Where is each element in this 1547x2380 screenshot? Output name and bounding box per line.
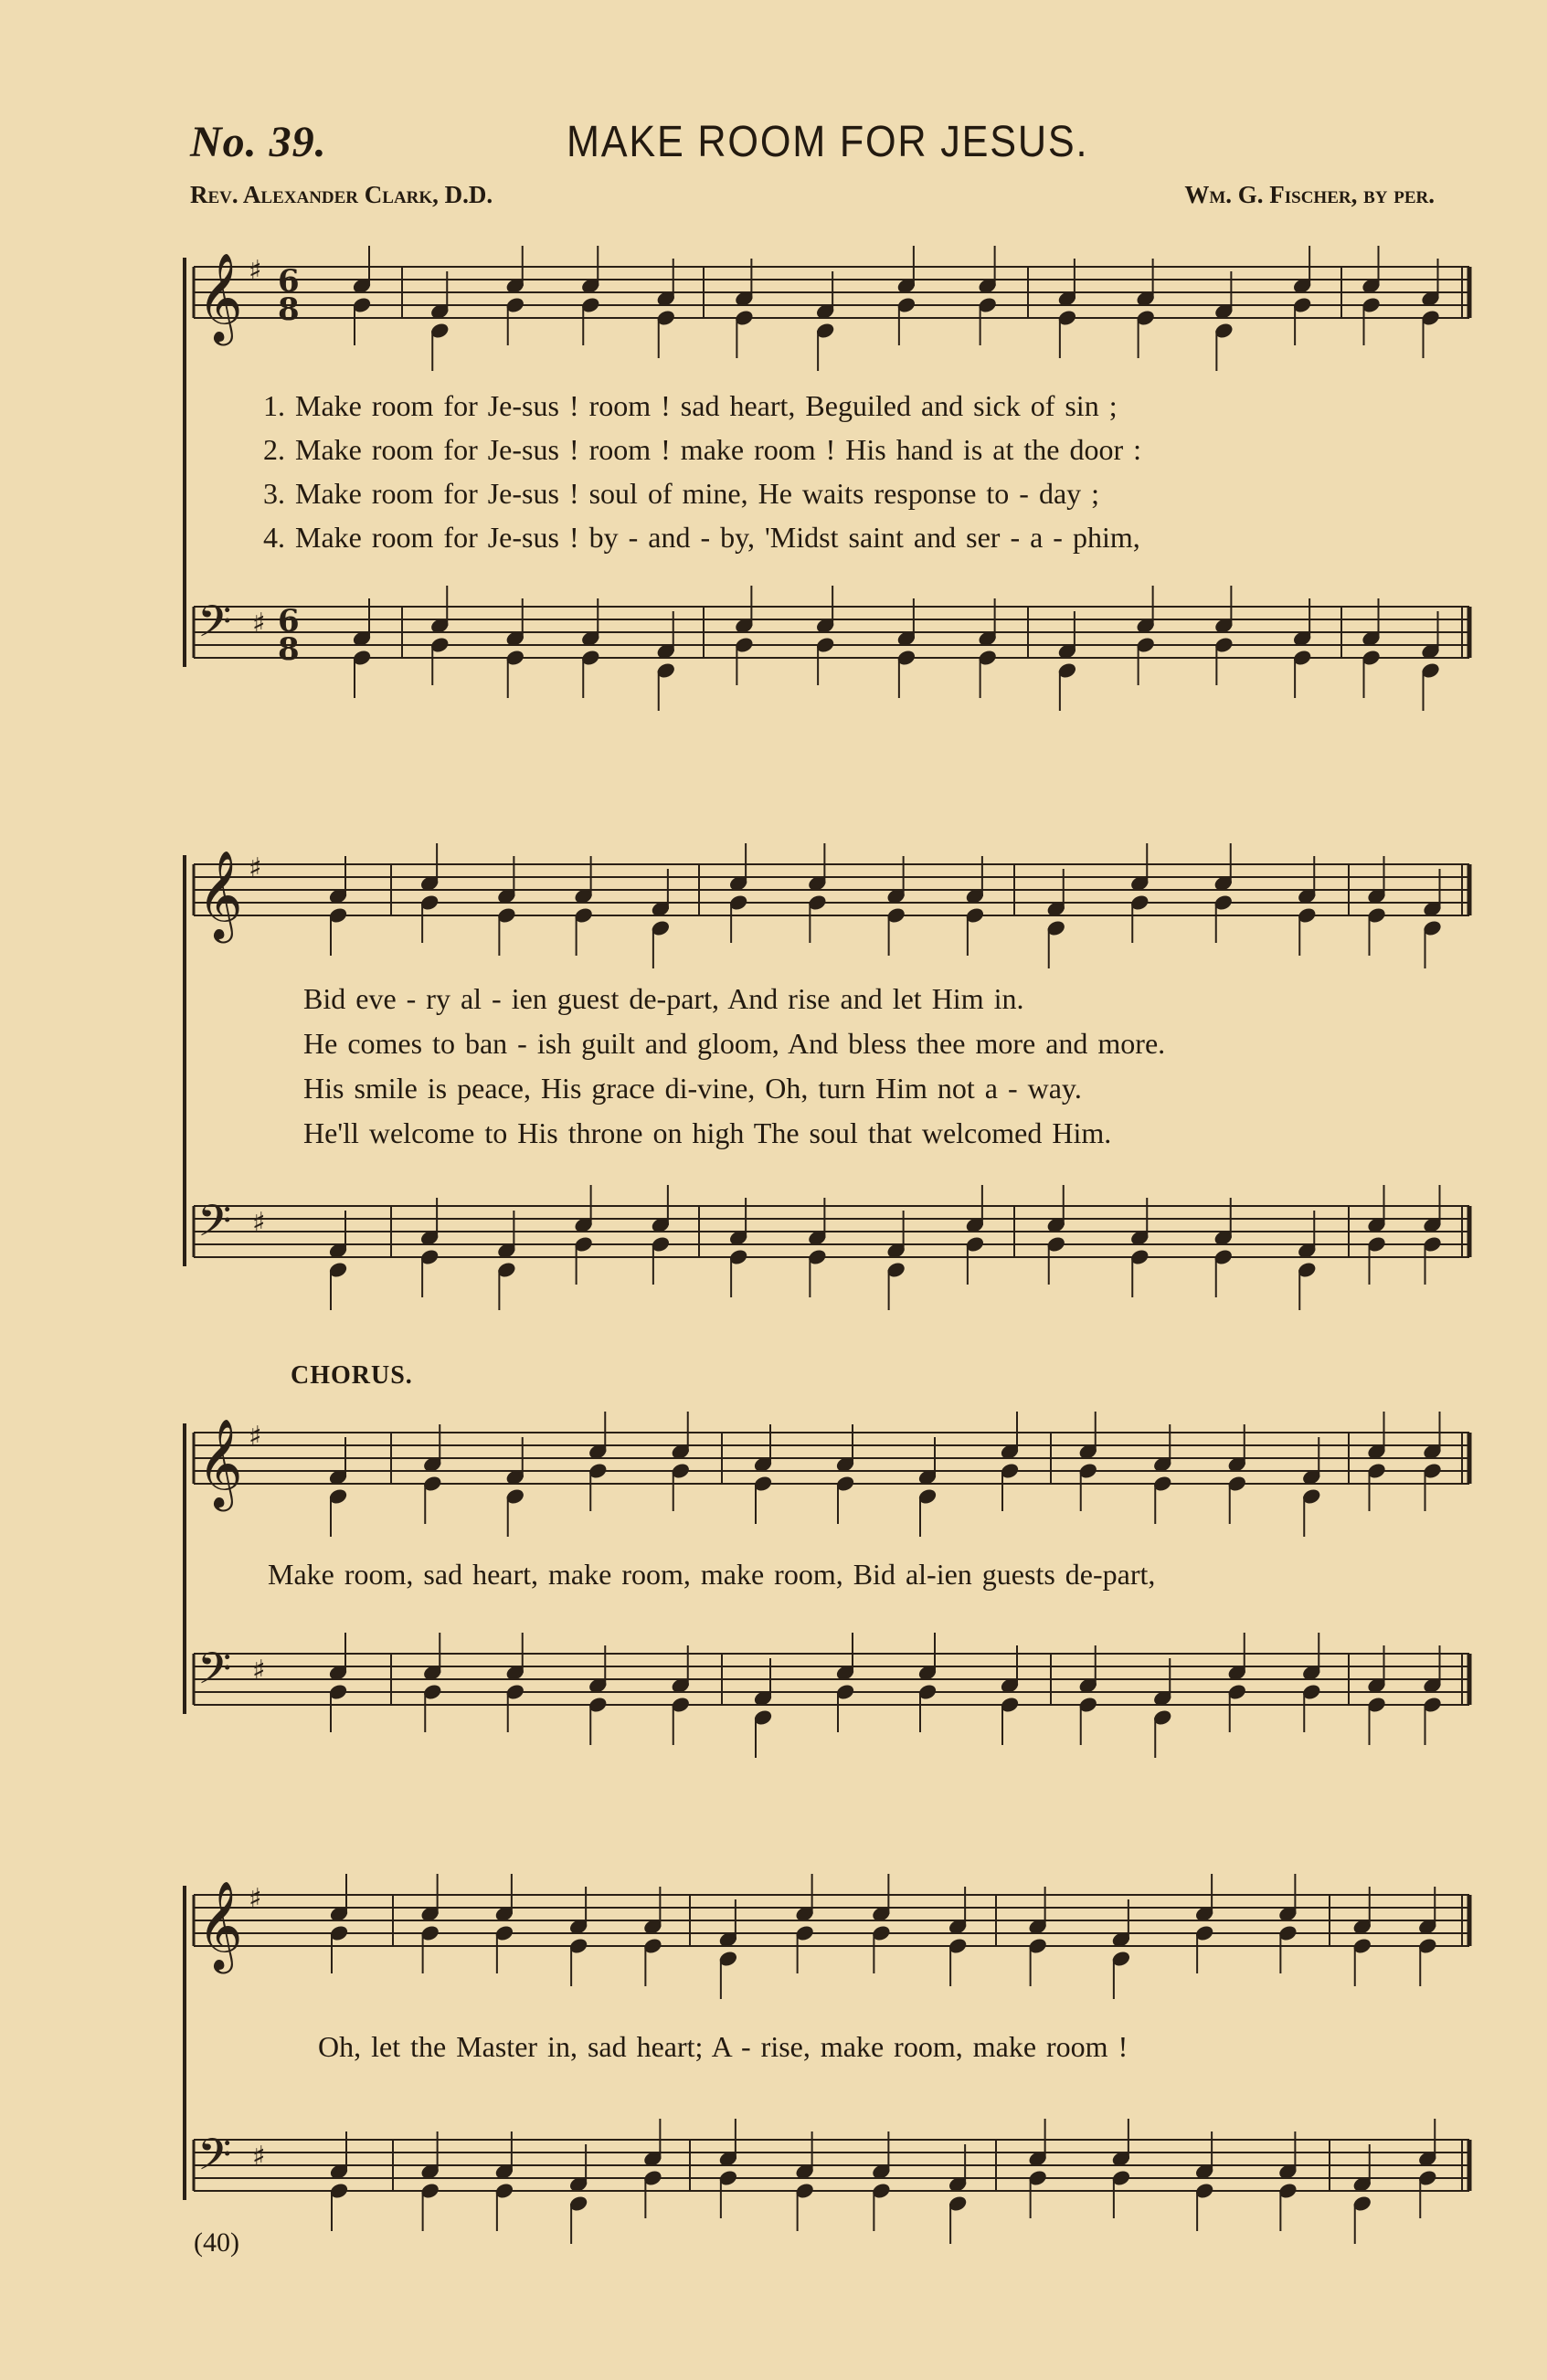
key-signature-sharp: ♯ xyxy=(249,852,262,884)
composer-credit: Wm. G. Fischer, by per. xyxy=(1184,181,1435,208)
key-signature-sharp: ♯ xyxy=(252,1207,266,1239)
bass-clef: 𝄢 xyxy=(197,1195,232,1257)
chorus-label: CHORUS. xyxy=(291,1361,413,1390)
verse-2-line-1: 2. Make room for Je-sus ! room ! make room ! His hand is at the door : xyxy=(263,433,1142,466)
verse-1-line-2: Bid eve - ry al - ien guest de-part, And rise and let Him in. xyxy=(303,982,1024,1015)
hymn-number: No. 39. xyxy=(190,118,327,166)
chorus-line-1: Make room, sad heart, make room, make room, Bid al-ien guests de-part, xyxy=(268,1558,1156,1591)
treble-clef: 𝄞 xyxy=(197,252,243,342)
treble-clef: 𝄞 xyxy=(197,1880,243,1970)
time-signature-top: 6 xyxy=(278,603,300,640)
time-signature-bottom: 8 xyxy=(278,291,300,328)
verse-4-line-2: He'll welcome to His throne on high The soul that welcomed Him. xyxy=(303,1116,1112,1149)
treble-clef: 𝄞 xyxy=(197,1418,243,1507)
time-signature-bottom: 8 xyxy=(278,631,300,668)
treble-clef: 𝄞 xyxy=(197,850,243,939)
verse-3-line-1: 3. Make room for Je-sus ! soul of mine, He waits response to - day ; xyxy=(263,477,1100,510)
key-signature-sharp: ♯ xyxy=(252,608,266,640)
bass-clef: 𝄢 xyxy=(197,1643,232,1705)
verse-3-line-2: His smile is peace, His grace di-vine, Oh, turn Him not a - way. xyxy=(303,1072,1082,1105)
verse-2-line-2: He comes to ban - ish guilt and gloom, And bless thee more and more. xyxy=(303,1027,1166,1060)
verse-4-line-1: 4. Make room for Je-sus ! by - and - by, 'Midst saint and ser - a - phim, xyxy=(263,521,1140,554)
verse-1-line-1: 1. Make room for Je-sus ! room ! sad heart, Beguiled and sick of sin ; xyxy=(263,389,1118,422)
key-signature-sharp: ♯ xyxy=(249,1421,262,1453)
hymn-title: MAKE ROOM FOR JESUS. xyxy=(567,118,1089,166)
key-signature-sharp: ♯ xyxy=(252,2141,266,2173)
page-number: (40) xyxy=(194,2227,239,2258)
bass-clef: 𝄢 xyxy=(197,2129,232,2191)
key-signature-sharp: ♯ xyxy=(249,1883,262,1915)
key-signature-sharp: ♯ xyxy=(252,1655,266,1687)
author-credit: Rev. Alexander Clark, D.D. xyxy=(190,181,493,208)
bass-clef: 𝄢 xyxy=(197,596,232,658)
key-signature-sharp: ♯ xyxy=(249,255,262,287)
chorus-line-2: Oh, let the Master in, sad heart; A - rise, make room, make room ! xyxy=(318,2030,1128,2063)
time-signature-top: 6 xyxy=(278,263,300,300)
